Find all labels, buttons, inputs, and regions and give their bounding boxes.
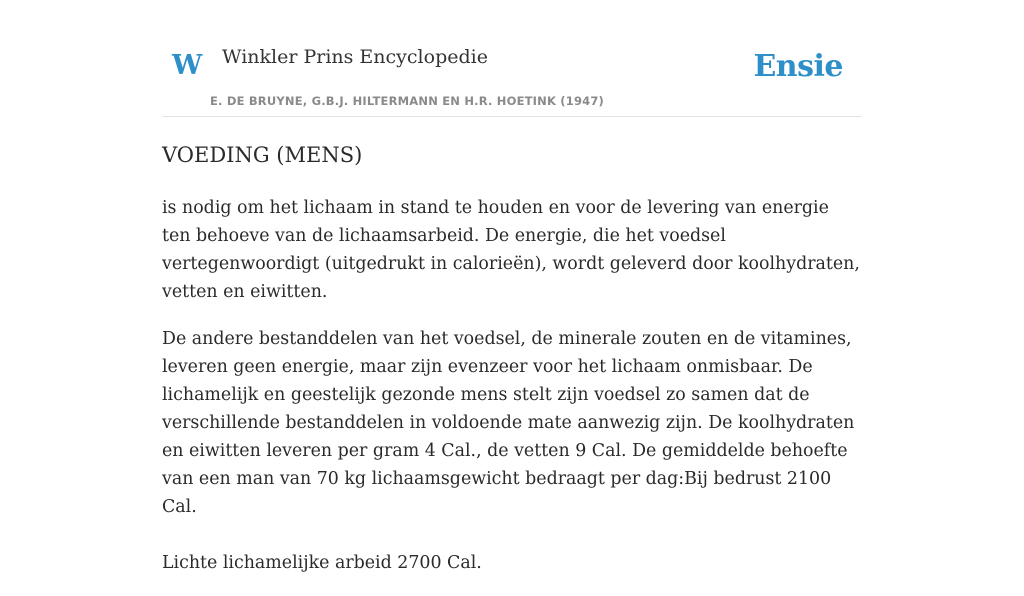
winkler-prins-logo[interactable]: W — [172, 50, 203, 81]
site-header — [162, 0, 862, 117]
ensie-logo[interactable]: Ensie — [753, 49, 843, 84]
article-paragraph-3: Lichte lichamelijke arbeid 2700 Cal. — [162, 553, 482, 573]
article-paragraph-2: De andere bestanddelen van het voedsel, de minerale zouten en de vitamines, leveren geen energie, maar zijn evenzeer voor het lichaam onmisbaar. De lichamelijk en geestelijk gezonde mens stelt zijn voedsel zo samen dat de verschillende bestanddelen in voldoende mate aanwezig zijn. De koolhydraten en eiwitten leveren per gram 4 Cal., de vetten 9 Cal. De gemiddelde behoefte van een man van 70 kg lichaamsgewicht bedraagt per dag:Bij bedrust 2100 Cal. — [162, 329, 855, 517]
site-title[interactable]: Winkler Prins Encyclopedie — [222, 46, 488, 68]
article-title: VOEDING (MENS) — [162, 143, 363, 167]
authors-byline: E. DE BRUYNE, G.B.J. HILTERMANN EN H.R. HOETINK (1947) — [210, 94, 605, 108]
article-content — [162, 140, 862, 596]
article-paragraph-1: is nodig om het lichaam in stand te houden en voor de levering van energie ten behoeve van de lichaamsarbeid. De energie, die het voedsel vertegenwoordigt (uitgedrukt in calorieën), wordt geleverd door koolhydraten, vetten en eiwitten. — [162, 198, 860, 302]
